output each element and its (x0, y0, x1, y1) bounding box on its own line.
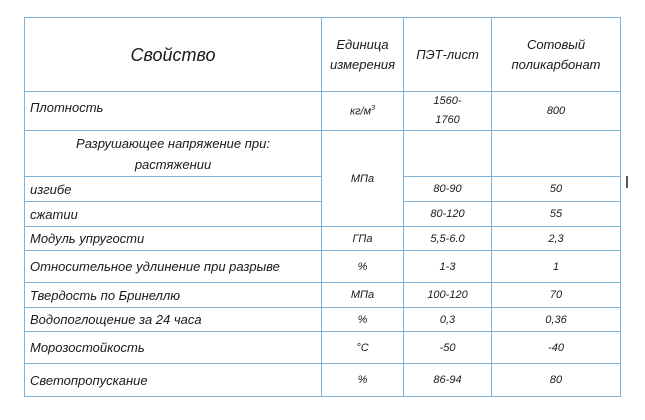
table-row (25, 227, 621, 251)
row-pet: 1-3 (404, 251, 492, 283)
row-unit: МПа (322, 131, 404, 227)
header-property: Свойство (25, 18, 322, 92)
table-row (25, 332, 621, 364)
row-pet: 5,5-6.0 (404, 227, 492, 251)
row-poly: 1 (492, 251, 621, 283)
row-poly: -40 (492, 332, 621, 364)
table-row (25, 92, 621, 131)
row-unit: % (322, 308, 404, 332)
row-property: Светопропускание (25, 364, 322, 397)
text-cursor (626, 176, 628, 188)
header-pet: ПЭТ-лист (404, 18, 492, 92)
row-pet: 0,3 (404, 308, 492, 332)
row-unit: МПа (322, 283, 404, 308)
header-polycarbonate: Сотовый поликарбонат (492, 18, 621, 92)
row-property: Водопоглощение за 24 часа (25, 308, 322, 332)
table-row (25, 364, 621, 397)
row-poly: 70 (492, 283, 621, 308)
row-property: Относительное удлинение при разрыве (25, 251, 322, 283)
table-row (25, 251, 621, 283)
row-pet: 100-120 (404, 283, 492, 308)
row-unit: °С (322, 332, 404, 364)
row-poly: 55 (492, 202, 621, 227)
table-row (25, 283, 621, 308)
header-unit: Единица измерения (322, 18, 404, 92)
row-pet: 80-90 (404, 177, 492, 202)
table-row (25, 308, 621, 332)
row-poly: 2,3 (492, 227, 621, 251)
row-poly: 80 (492, 364, 621, 397)
row-property: сжатии (25, 202, 322, 227)
row-property: Разрушающее напряжение при: растяжении (25, 131, 322, 177)
row-pet: 1560- 1760 (404, 92, 492, 131)
header-row (25, 18, 621, 92)
row-property: Твердость по Бринеллю (25, 283, 322, 308)
row-property: изгибе (25, 177, 322, 202)
row-poly: 800 (492, 92, 621, 131)
row-unit: $кг/м^3$ (322, 92, 404, 131)
row-property: Морозостойкость (25, 332, 322, 364)
row-unit: ГПа (322, 227, 404, 251)
properties-table (24, 17, 621, 397)
row-pet: 80-120 (404, 202, 492, 227)
row-property: Модуль упругости (25, 227, 322, 251)
row-poly (492, 131, 621, 177)
row-poly: 50 (492, 177, 621, 202)
row-unit: % (322, 251, 404, 283)
table-row (25, 131, 621, 177)
row-pet: -50 (404, 332, 492, 364)
row-pet: 86-94 (404, 364, 492, 397)
row-poly: 0,36 (492, 308, 621, 332)
row-property: Плотность (25, 92, 322, 131)
row-pet (404, 131, 492, 177)
row-unit: % (322, 364, 404, 397)
